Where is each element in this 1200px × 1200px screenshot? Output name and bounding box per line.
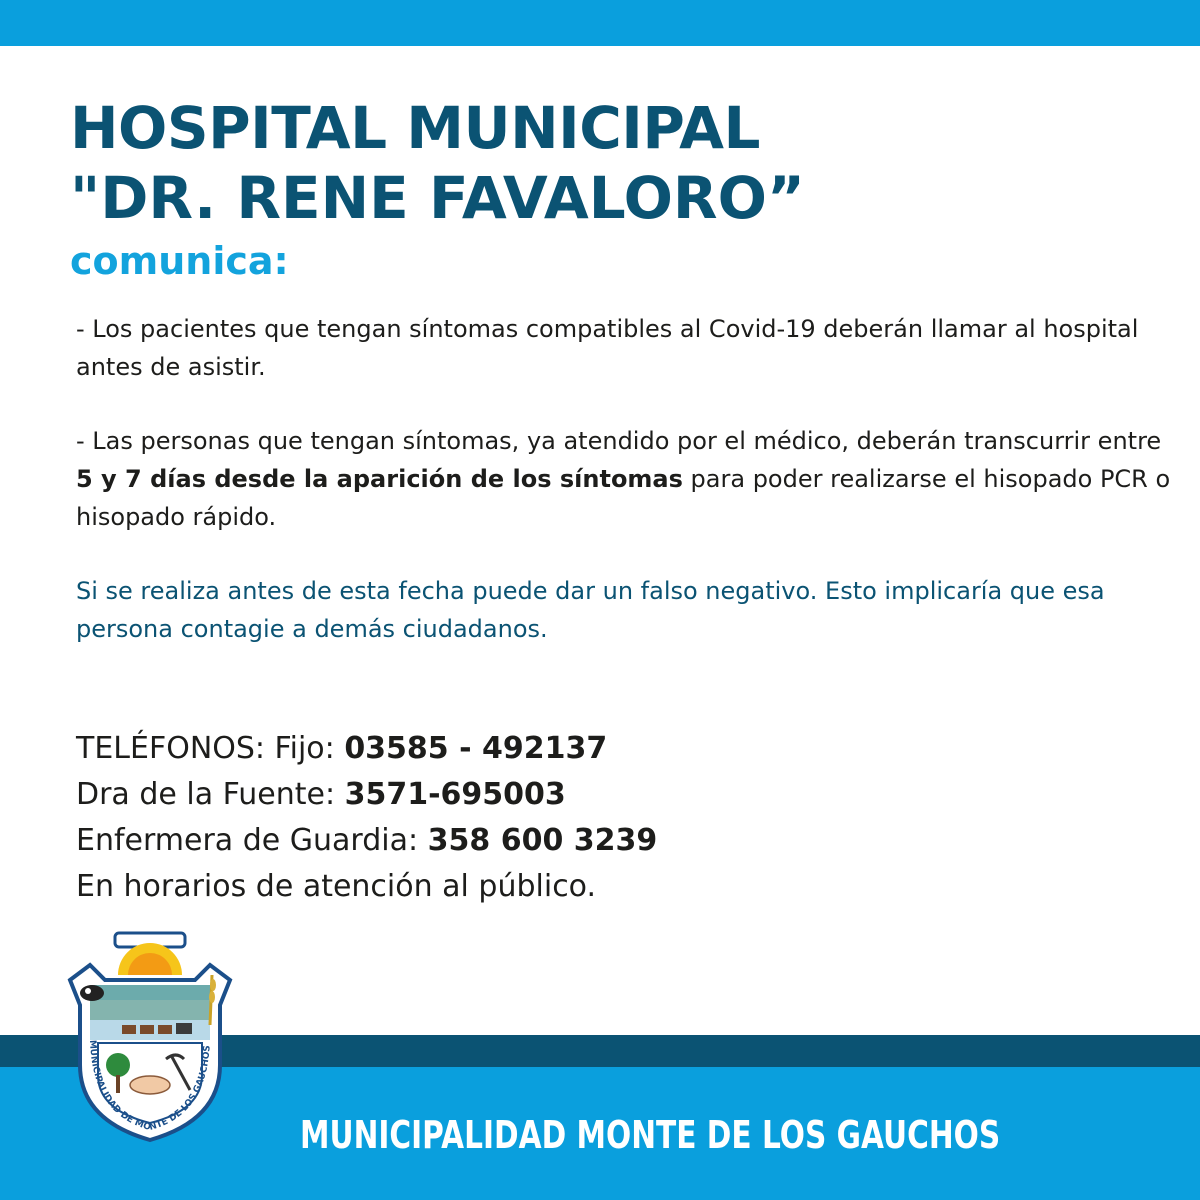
- paragraph-1: - Los pacientes que tengan síntomas compatibles al Covid-19 deberán llamar al hospital antes de asistir.: [76, 315, 1139, 381]
- handshake-icon: [130, 1076, 170, 1094]
- contacts-block: [76, 726, 657, 910]
- footer-title: MUNICIPALIDAD MONTE DE LOS GAUCHOS: [300, 1113, 1001, 1157]
- nurse-line: [76, 818, 657, 864]
- paragraph-2-highlight: 5 y 7 días desde la aparición de los síntomas: [76, 465, 683, 493]
- doctor-label: Dra de la Fuente:: [76, 777, 345, 812]
- doctor-value: 3571-695003: [344, 777, 566, 812]
- paragraph-2-text-a: - Las personas que tengan síntomas, ya atendido por el médico, deberán transcurrir entre: [76, 427, 1162, 455]
- phones-line: [76, 726, 657, 772]
- hours-line: En horarios de atención al público.: [76, 869, 597, 904]
- nurse-value: 358 600 3239: [427, 823, 658, 858]
- train-icon: [122, 1025, 136, 1034]
- title-line-1: HOSPITAL MUNICIPAL: [70, 94, 760, 162]
- tree-icon: [106, 1053, 130, 1077]
- crest-text: MUNICIPALIDAD DE MONTE DE LOS GAUCHOS: [87, 1039, 213, 1133]
- nurse-label: Enfermera de Guardia:: [76, 823, 428, 858]
- paragraph-3-warning: Si se realiza antes de esta fecha puede dar un falso negativo. Esto implicaría que esa persona contagie a demás ciudadanos.: [76, 577, 1105, 643]
- title-line-2: "DR. RENE FAVALORO”: [70, 164, 805, 232]
- municipal-crest-logo: [60, 925, 240, 1150]
- phones-label: TELÉFONOS: Fijo:: [76, 731, 345, 766]
- phones-value: 03585 - 492137: [344, 731, 608, 766]
- paragraph-2-text-b: para poder realizarse el hisopado PCR o hisopado rápido.: [76, 465, 1171, 531]
- paragraph-2: [76, 422, 1176, 536]
- top-accent-bar: [0, 0, 1200, 46]
- cow-icon: [80, 985, 104, 1001]
- subtitle: comunica:: [70, 239, 289, 283]
- doctor-line: [76, 772, 657, 818]
